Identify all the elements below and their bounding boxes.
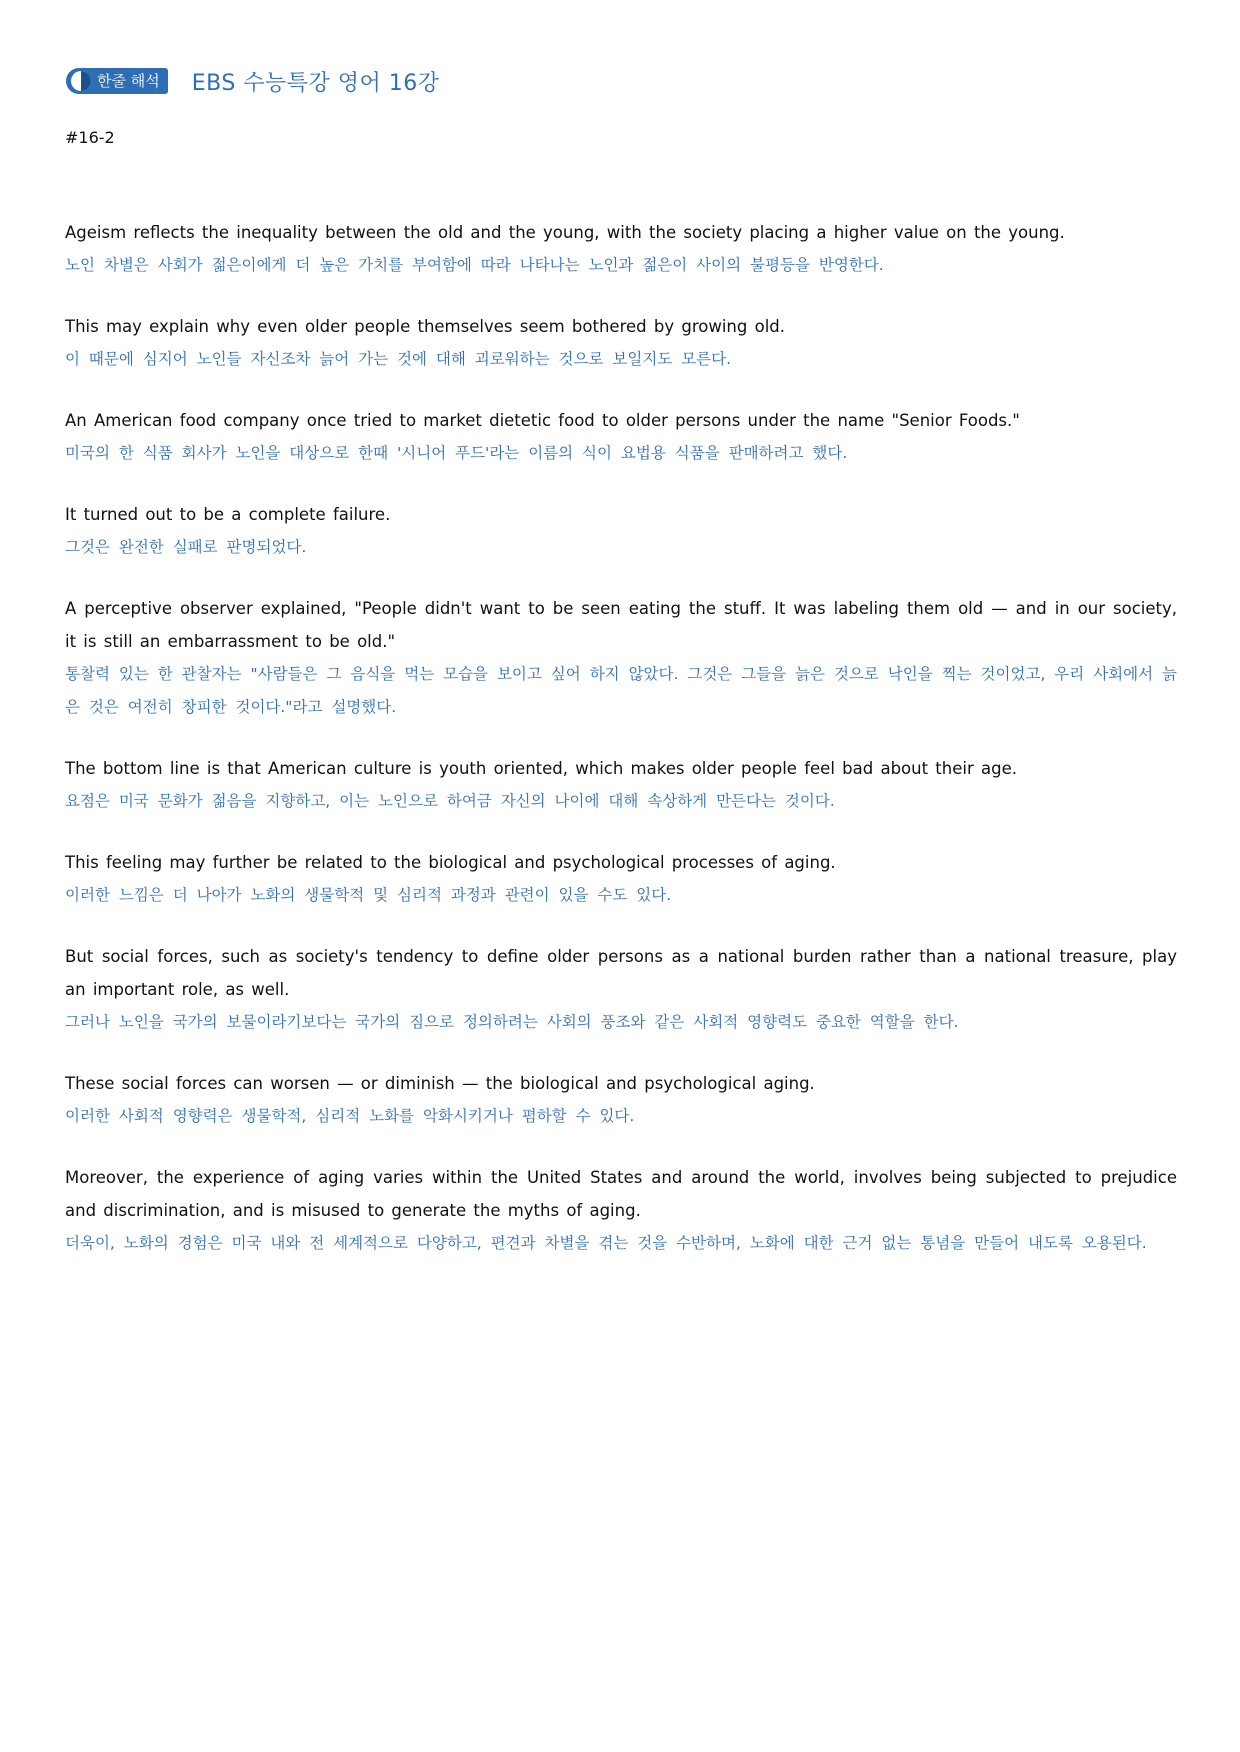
english-sentence: An American food company once tried to market dietetic food to older persons under the name "Senior Foods.": [65, 411, 1020, 430]
korean-translation: 통찰력 있는 한 관찰자는 "사람들은 그 음식을 먹는 모습을 보이고 싶어 하지 않았다. 그것은 그들을 늙은 것으로 낙인을 찍는 것이었고, 우리 사회에서 늙은 것은 여전히 창피한 것이다."라고 설명했다.: [65, 665, 1177, 716]
section-id: #16-2: [65, 128, 115, 147]
document-header: [66, 66, 440, 96]
sentence-pair: [65, 846, 1177, 912]
english-sentence: This may explain why even older people themselves seem bothered by growing old.: [65, 317, 785, 336]
sentence-pair: [65, 498, 1177, 564]
english-sentence: The bottom line is that American culture is youth oriented, which makes older people feel bad about their age.: [65, 759, 1017, 778]
english-sentence: These social forces can worsen — or diminish — the biological and psychological aging.: [65, 1074, 815, 1093]
korean-translation: 요점은 미국 문화가 젊음을 지향하고, 이는 노인으로 하여금 자신의 나이에 대해 속상하게 만든다는 것이다.: [65, 792, 835, 810]
sentence-pair: [65, 592, 1177, 724]
korean-translation: 미국의 한 식품 회사가 노인을 대상으로 한때 '시니어 푸드'라는 이름의 식이 요법용 식품을 판매하려고 했다.: [65, 444, 848, 462]
korean-translation: 이러한 느낌은 더 나아가 노화의 생물학적 및 심리적 과정과 관련이 있을 수도 있다.: [65, 886, 672, 904]
sentence-pair: [65, 216, 1177, 282]
section-badge: [66, 68, 168, 94]
korean-translation: 이 때문에 심지어 노인들 자신조차 늙어 가는 것에 대해 괴로워하는 것으로 보일지도 모른다.: [65, 350, 732, 368]
english-sentence: But social forces, such as society's tendency to define older persons as a national burden rather than a national treasure, play an important role, as well.: [65, 947, 1177, 999]
sentence-pair: [65, 1067, 1177, 1133]
sentence-pair: [65, 1161, 1177, 1260]
english-sentence: It turned out to be a complete failure.: [65, 505, 391, 524]
english-sentence: This feeling may further be related to the biological and psychological processes of aging.: [65, 853, 836, 872]
korean-translation: 노인 차별은 사회가 젊은이에게 더 높은 가치를 부여함에 따라 나타나는 노인과 젊은이 사이의 불평등을 반영한다.: [65, 256, 884, 274]
korean-translation: 그것은 완전한 실패로 판명되었다.: [65, 538, 307, 556]
page-title: EBS 수능특강 영어 16강: [191, 70, 440, 96]
badge-label: 한줄 해석: [97, 72, 160, 90]
english-sentence: A perceptive observer explained, "People didn't want to be seen eating the stuff. It was labeling them old — and in our society, it is still an embarrassment to be old.": [65, 599, 1177, 651]
english-sentence: Ageism reflects the inequality between the old and the young, with the society placing a higher value on the young.: [65, 223, 1065, 242]
korean-translation: 더욱이, 노화의 경험은 미국 내와 전 세계적으로 다양하고, 편견과 차별을 겪는 것을 수반하며, 노화에 대한 근거 없는 통념을 만들어 내도록 오용된다.: [65, 1234, 1147, 1252]
sentence-pair: [65, 752, 1177, 818]
korean-translation: 이러한 사회적 영향력은 생물학적, 심리적 노화를 악화시키거나 폄하할 수 있다.: [65, 1107, 635, 1125]
sentence-pair: [65, 940, 1177, 1039]
translation-list: [65, 216, 1177, 1288]
sentence-pair: [65, 310, 1177, 376]
sentence-pair: [65, 404, 1177, 470]
korean-translation: 그러나 노인을 국가의 보물이라기보다는 국가의 짐으로 정의하려는 사회의 풍조와 같은 사회적 영향력도 중요한 역할을 한다.: [65, 1013, 959, 1031]
english-sentence: Moreover, the experience of aging varies within the United States and around the world, involves being subjected to prejudice and discrimination, and is misused to generate the myths of aging.: [65, 1168, 1177, 1220]
half-circle-icon: [70, 70, 92, 92]
